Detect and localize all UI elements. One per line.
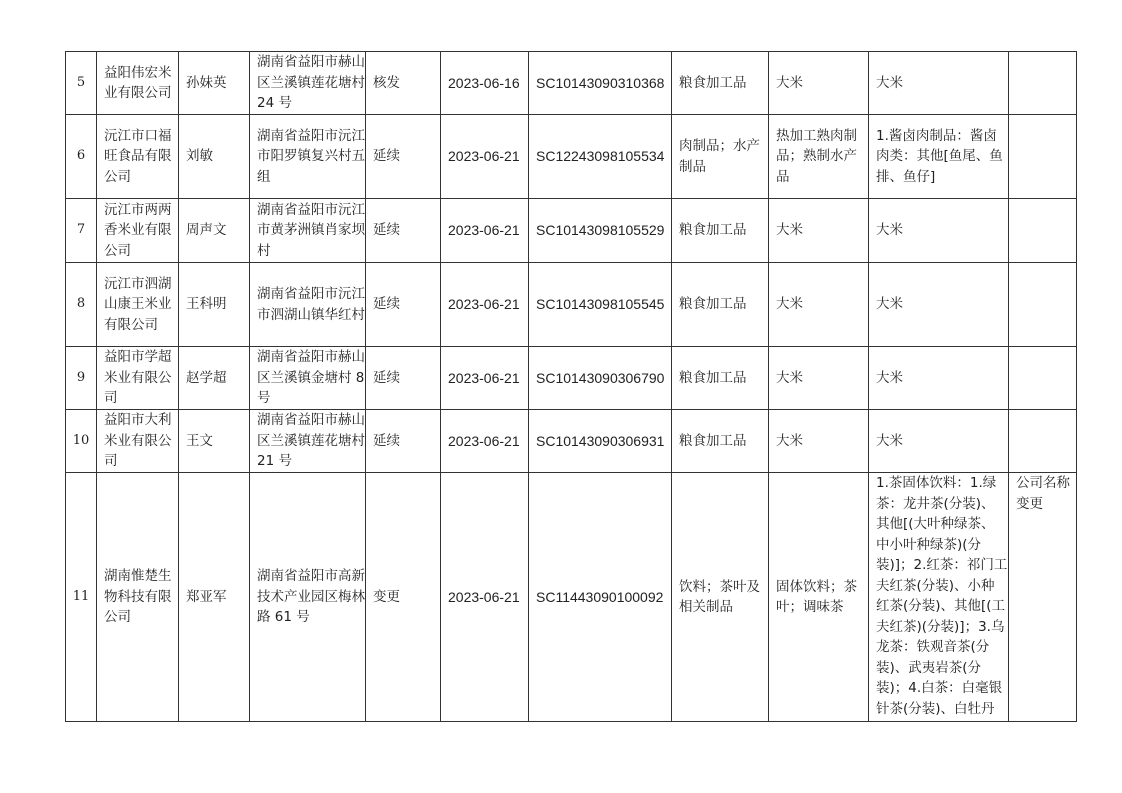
- product-detail-cell: 大米: [869, 52, 1009, 115]
- food-subcategory-cell: 大米: [769, 263, 869, 347]
- issue-date-cell: 2023-06-16: [441, 52, 529, 115]
- issue-date-cell: 2023-06-21: [441, 347, 529, 410]
- company-name-cell: 益阳市学超米业有限公司: [97, 347, 179, 410]
- table-row: [66, 199, 1077, 263]
- table-row: [66, 347, 1077, 410]
- row-number-cell: 7: [66, 199, 97, 263]
- food-subcategory-cell: 大米: [769, 52, 869, 115]
- product-detail-cell: 1.酱卤肉制品：酱卤肉类：其他[鱼尾、鱼排、鱼仔]: [869, 115, 1009, 199]
- address-cell: 湖南省益阳市沅江市阳罗镇复兴村五组: [250, 115, 366, 199]
- remark-cell: [1009, 115, 1077, 199]
- issue-date-cell: 2023-06-21: [441, 410, 529, 473]
- food-category-cell: 粮食加工品: [672, 199, 769, 263]
- address-cell: 湖南省益阳市赫山区兰溪镇莲花塘村 24 号: [250, 52, 366, 115]
- legal-person-cell: 赵学超: [179, 347, 250, 410]
- food-subcategory-cell: 热加工熟肉制品；熟制水产品: [769, 115, 869, 199]
- license-number-cell: SC10143090306931: [529, 410, 672, 473]
- food-category-cell: 饮料；茶叶及相关制品: [672, 473, 769, 722]
- food-subcategory-cell: 大米: [769, 199, 869, 263]
- row-number-cell: 8: [66, 263, 97, 347]
- legal-person-cell: 孙妹英: [179, 52, 250, 115]
- license-number-cell: SC10143090306790: [529, 347, 672, 410]
- address-cell: 湖南省益阳市高新技术产业园区梅林路 61 号: [250, 473, 366, 722]
- food-subcategory-cell: 固体饮料；茶叶；调味茶: [769, 473, 869, 722]
- table-row: [66, 52, 1077, 115]
- row-number-cell: 9: [66, 347, 97, 410]
- product-detail-cell: 大米: [869, 347, 1009, 410]
- license-table: [65, 51, 1077, 722]
- food-category-cell: 粮食加工品: [672, 410, 769, 473]
- issue-date-cell: 2023-06-21: [441, 199, 529, 263]
- license-number-cell: SC11443090100092: [529, 473, 672, 722]
- legal-person-cell: 王科明: [179, 263, 250, 347]
- legal-person-cell: 刘敏: [179, 115, 250, 199]
- issue-date-cell: 2023-06-21: [441, 115, 529, 199]
- address-cell: 湖南省益阳市赫山区兰溪镇莲花塘村 21 号: [250, 410, 366, 473]
- company-name-cell: 益阳市大利米业有限公司: [97, 410, 179, 473]
- remark-cell: [1009, 263, 1077, 347]
- remark-cell: [1009, 410, 1077, 473]
- company-name-cell: 湖南惟楚生物科技有限公司: [97, 473, 179, 722]
- row-number-cell: 6: [66, 115, 97, 199]
- food-category-cell: 肉制品；水产制品: [672, 115, 769, 199]
- table-row: [66, 410, 1077, 473]
- product-detail-cell: 1.茶固体饮料：1.绿茶：龙井茶(分装)、其他[(大叶种绿茶、中小叶种绿茶)(分装)]；2.红茶：祁门工夫红茶(分装)、小种红茶(分装)、其他[(工夫红茶)(分装)]；3.乌龙茶：铁观音茶(分装)、武夷岩茶(分装)；4.白茶：白毫银针茶(分装)、白牡丹: [869, 473, 1009, 722]
- row-number-cell: 10: [66, 410, 97, 473]
- address-cell: 湖南省益阳市沅江市泗湖山镇华红村: [250, 263, 366, 347]
- food-category-cell: 粮食加工品: [672, 263, 769, 347]
- license-type-cell: 核发: [366, 52, 441, 115]
- address-cell: 湖南省益阳市赫山区兰溪镇金塘村 8 号: [250, 347, 366, 410]
- address-cell: 湖南省益阳市沅江市黄茅洲镇肖家坝村: [250, 199, 366, 263]
- food-subcategory-cell: 大米: [769, 410, 869, 473]
- product-detail-cell: 大米: [869, 263, 1009, 347]
- food-category-cell: 粮食加工品: [672, 347, 769, 410]
- company-name-cell: 益阳伟宏米业有限公司: [97, 52, 179, 115]
- row-number-cell: 5: [66, 52, 97, 115]
- legal-person-cell: 王文: [179, 410, 250, 473]
- table-body: [66, 52, 1077, 722]
- food-category-cell: 粮食加工品: [672, 52, 769, 115]
- table-row: [66, 115, 1077, 199]
- product-detail-cell: 大米: [869, 199, 1009, 263]
- company-name-cell: 沅江市口福旺食品有限公司: [97, 115, 179, 199]
- license-type-cell: 延续: [366, 347, 441, 410]
- legal-person-cell: 周声文: [179, 199, 250, 263]
- remark-cell: 公司名称变更: [1009, 473, 1077, 722]
- row-number-cell: 11: [66, 473, 97, 722]
- license-number-cell: SC10143098105529: [529, 199, 672, 263]
- company-name-cell: 沅江市泗湖山康王米业有限公司: [97, 263, 179, 347]
- license-number-cell: SC12243098105534: [529, 115, 672, 199]
- license-type-cell: 延续: [366, 410, 441, 473]
- license-type-cell: 延续: [366, 263, 441, 347]
- license-type-cell: 延续: [366, 115, 441, 199]
- license-number-cell: SC10143098105545: [529, 263, 672, 347]
- license-type-cell: 变更: [366, 473, 441, 722]
- table-row: [66, 473, 1077, 722]
- remark-cell: [1009, 199, 1077, 263]
- table-row: [66, 263, 1077, 347]
- company-name-cell: 沅江市两两香米业有限公司: [97, 199, 179, 263]
- remark-cell: [1009, 52, 1077, 115]
- product-detail-cell: 大米: [869, 410, 1009, 473]
- license-number-cell: SC10143090310368: [529, 52, 672, 115]
- food-subcategory-cell: 大米: [769, 347, 869, 410]
- license-type-cell: 延续: [366, 199, 441, 263]
- issue-date-cell: 2023-06-21: [441, 263, 529, 347]
- remark-cell: [1009, 347, 1077, 410]
- legal-person-cell: 郑亚军: [179, 473, 250, 722]
- issue-date-cell: 2023-06-21: [441, 473, 529, 722]
